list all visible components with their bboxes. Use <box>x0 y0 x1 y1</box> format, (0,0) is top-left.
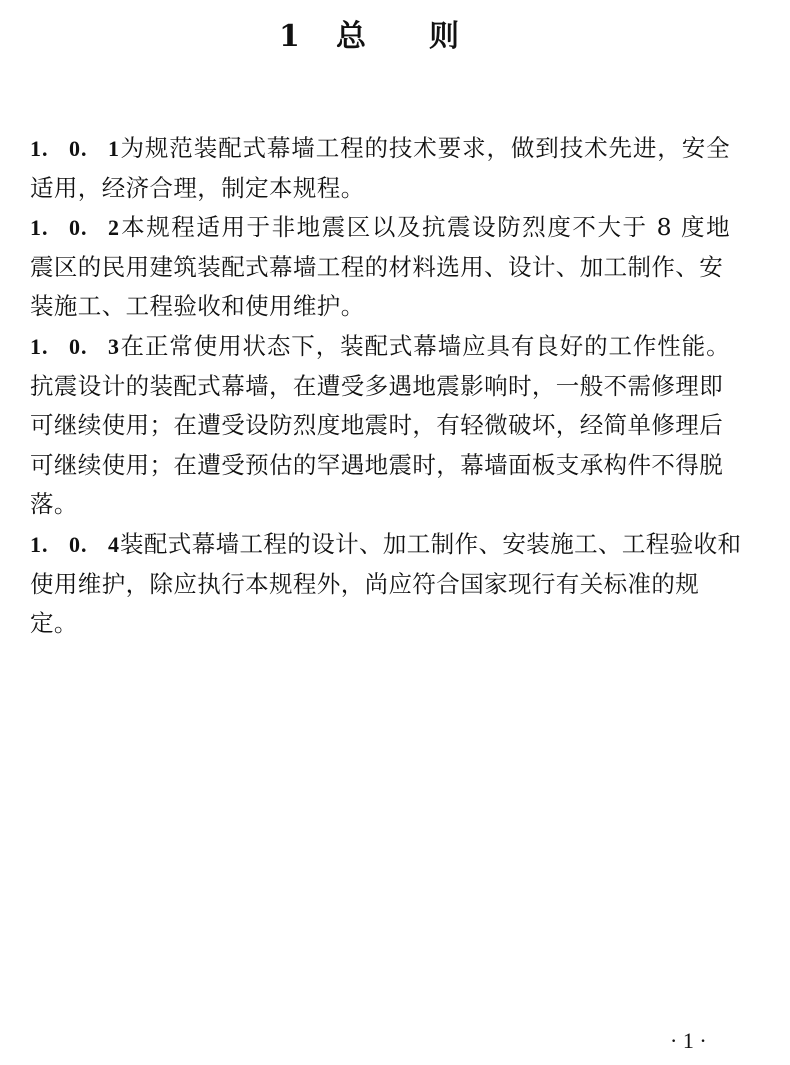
clause-1-0-3-line-1 <box>30 327 730 367</box>
clause-1-0-2-line-3: 装施工、工程验收和使用维护。 <box>30 292 365 321</box>
clause-number: 1. 0. 3 <box>30 333 120 359</box>
clause-1-0-4-line-1 <box>30 525 742 565</box>
chapter-title-char-2: 则 <box>429 19 459 54</box>
clause-list <box>30 129 745 644</box>
page-number: · 1 · <box>670 1028 707 1053</box>
clause-1-0-1-line-1 <box>30 129 730 169</box>
chapter-title-char-1: 总 <box>336 19 366 54</box>
clause-text: 装配式幕墙工程的设计、加工制作、安装施工、工程验收和 <box>120 529 742 558</box>
clause-number: 1. 0. 4 <box>30 531 120 557</box>
chapter-title <box>0 12 790 62</box>
clause-1-0-3-line-4: 可继续使用；在遭受预估的罕遇地震时，幕墙面板支承构件不得脱 <box>30 450 724 479</box>
clause-1-0-2-line-1 <box>30 208 730 248</box>
clause-1-0-3-line-5: 落。 <box>30 490 78 519</box>
clause-text: 本规程适用于非地震区以及抗震设防烈度不大于 8 度地 <box>120 213 730 242</box>
clause-number: 1. 0. 1 <box>30 136 120 161</box>
clause-1-0-3-line-3: 可继续使用；在遭受设防烈度地震时，有轻微破坏，经简单修理后 <box>30 411 724 440</box>
clause-text: 为规范装配式幕墙工程的技术要求，做到技术先进，安全 <box>120 134 730 162</box>
clause-1-0-2-line-2: 震区的民用建筑装配式幕墙工程的材料选用、设计、加工制作、安 <box>30 252 724 281</box>
clause-number: 1. 0. 2 <box>30 215 120 241</box>
clause-1-0-4-line-3: 定。 <box>30 609 78 638</box>
clause-text: 在正常使用状态下，装配式幕墙应具有良好的工作性能。 <box>120 331 730 360</box>
clause-1-0-1-line-2: 适用，经济合理，制定本规程。 <box>30 173 365 202</box>
clause-1-0-3-line-2: 抗震设计的装配式幕墙，在遭受多遇地震影响时，一般不需修理即 <box>30 371 724 400</box>
chapter-number: 1 <box>279 19 300 54</box>
clause-1-0-4-line-2: 使用维护，除应执行本规程外，尚应符合国家现行有关标准的规 <box>30 569 700 598</box>
